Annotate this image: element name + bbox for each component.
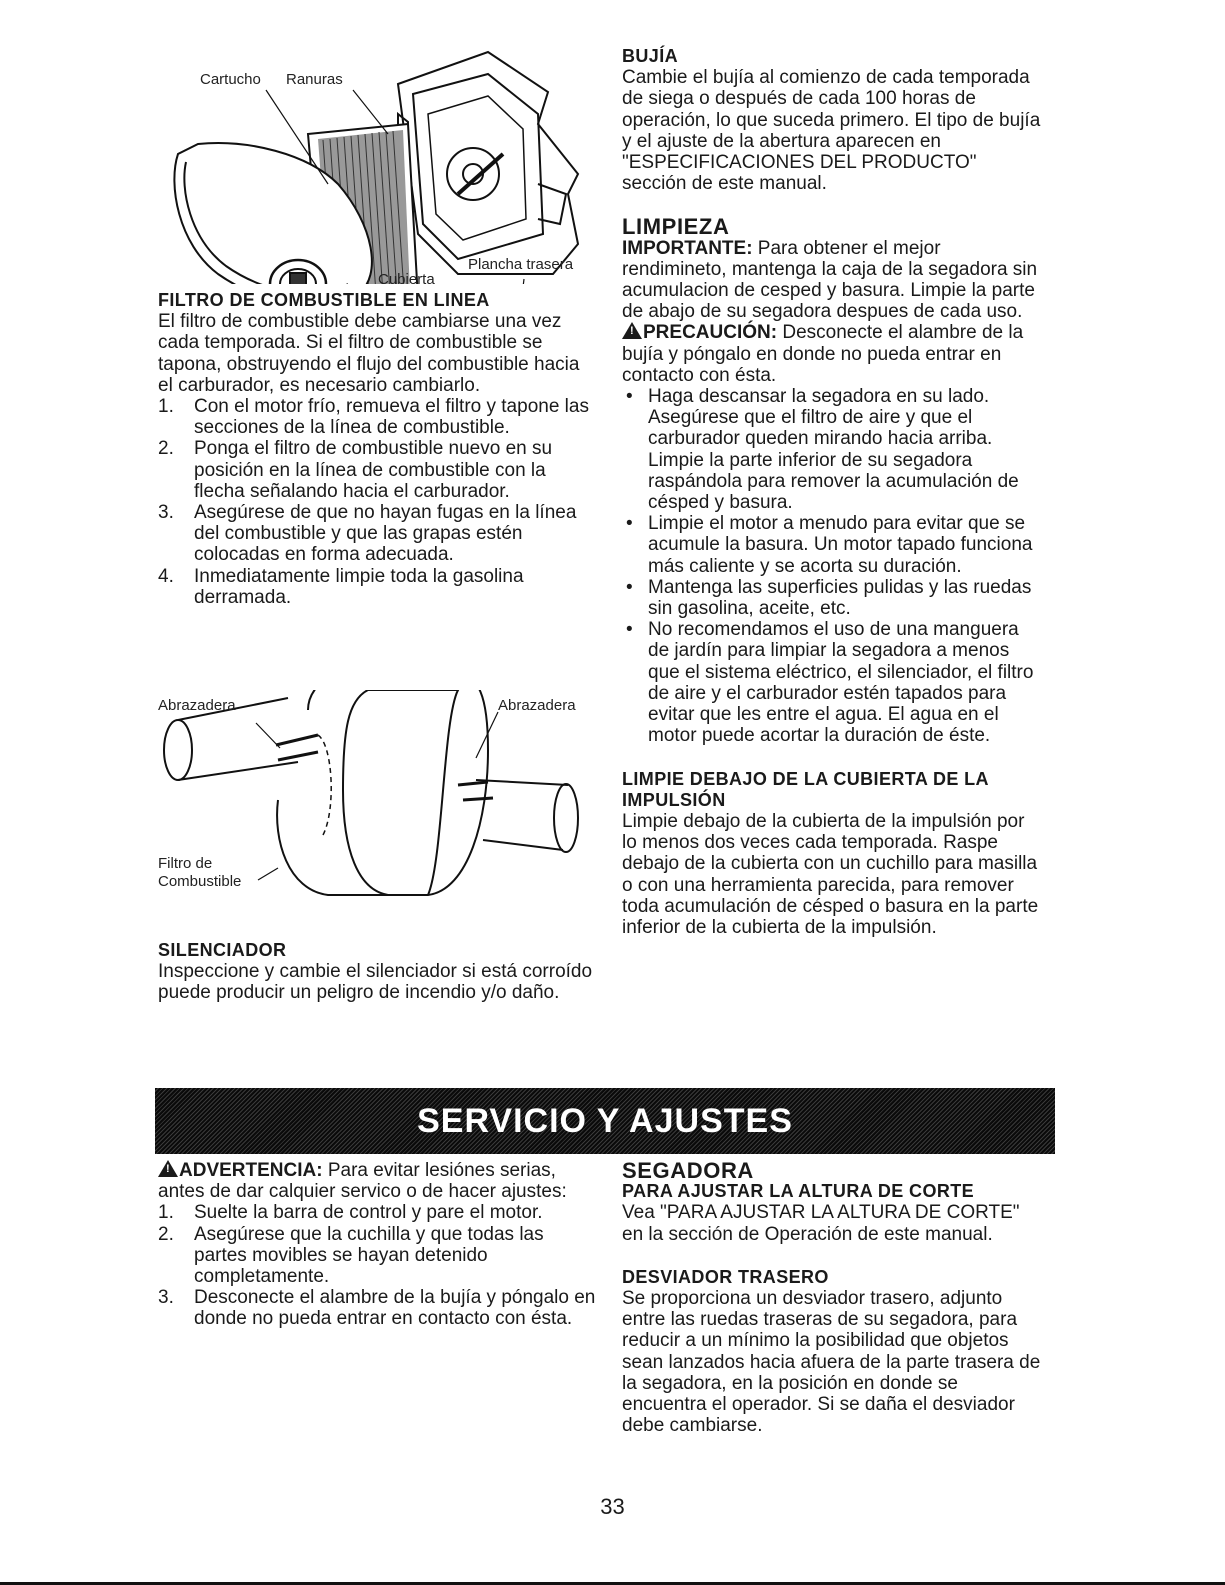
list-item	[158, 396, 598, 438]
bullet-icon: •	[626, 513, 633, 535]
caution-label: PRECAUCIÓN:	[643, 322, 778, 344]
label-abrazadera-left: Abrazadera	[158, 697, 236, 714]
bullet-icon: •	[626, 619, 633, 641]
list-item	[622, 386, 1042, 513]
muffler-body: Inspeccione y cambie el silenciador si está corroído puede producir un peligro de incendio y/o daño.	[158, 961, 593, 1004]
label-abrazadera-right: Abrazadera	[498, 697, 576, 714]
fuel-filter-leader-lines	[256, 712, 498, 880]
warning-triangle-icon: !	[158, 1160, 178, 1177]
label-cubierta: Cubierta	[378, 271, 435, 284]
list-item	[158, 1202, 598, 1223]
cleaning-caution	[622, 322, 1042, 386]
list-item	[622, 619, 1042, 746]
fuel-filter-title: FILTRO DE COMBUSTIBLE EN LINEA	[158, 290, 490, 310]
important-text: Para obtener el mejor rendimineto, mantenga la caja de la segadora sin acumulacion de cesped y basura. Limpie la parte de abajo de su segadora despues de cada uso.	[622, 237, 1038, 323]
step-number: 2.	[158, 1223, 174, 1245]
step-text: Asegúrese que la cuchilla y que todas las partes movibles se hayan detenido completamente.	[194, 1223, 544, 1288]
step-text: Suelte la barra de control y pare el motor.	[194, 1202, 543, 1224]
cut-height-title: PARA AJUSTAR LA ALTURA DE CORTE	[622, 1181, 975, 1202]
bullet-text: Limpie el motor a menudo para evitar que se acumule la basura. Un motor tapado funciona más caliente y se acorta su duración.	[648, 513, 1033, 577]
step-number: 2.	[158, 438, 174, 460]
list-item	[158, 1287, 598, 1329]
label-filtro-de: Filtro de	[158, 855, 213, 872]
step-number: 3.	[158, 1287, 174, 1309]
deflector-title: DESVIADOR TRASERO	[622, 1266, 829, 1287]
warning-triangle-icon: !	[622, 322, 642, 339]
spark-plug-title: BUJÍA	[622, 46, 679, 66]
bullet-text: Haga descansar la segadora en su lado. Asegúrese que el filtro de aire y que el carburador queden mirando hacia arriba. Limpie la parte inferior de su segadora raspándola para remover la acumulación de césped y basura.	[648, 386, 1019, 514]
cleaning-important	[622, 238, 1042, 323]
page-number: 33	[600, 1494, 625, 1519]
step-text: Ponga el filtro de combustible nuevo en su posición en la línea de combustible con la flecha señalando hacia el carburador.	[194, 438, 553, 502]
bullet-text: No recomendamos el uso de una manguera de jardín para limpiar la segadora a menos que el sistema eléctrico, el silenciador, el filtro de aire y el carburador estén tapados para evitar que les entre el agua. El agua en el motor puede acortar la duración de éste.	[648, 619, 1034, 747]
right-top-column	[622, 46, 1042, 938]
list-item	[622, 577, 1042, 619]
bullet-icon: •	[626, 386, 633, 408]
step-number: 4.	[158, 565, 174, 587]
cleaning-bullets	[622, 386, 1042, 746]
step-number: 3.	[158, 502, 174, 524]
label-plancha-trasera: Plancha trasera	[468, 256, 574, 273]
fuel-filter-steps	[158, 396, 598, 608]
warning-label: ADVERTENCIA:	[179, 1160, 323, 1181]
bullet-icon: •	[626, 576, 633, 598]
fuel-filter-diagram	[158, 690, 598, 905]
label-cartucho: Cartucho	[200, 71, 261, 88]
warning-steps	[158, 1202, 598, 1329]
cleaning-title: LIMPIEZA	[622, 214, 730, 240]
warning-text: Para evitar lesiónes serias, antes de dar calquier servico o de hacer ajustes:	[158, 1160, 567, 1203]
spacer	[622, 747, 1042, 769]
muffler-title: SILENCIADOR	[158, 940, 287, 960]
step-text: Con el motor frío, remueva el filtro y tapone las secciones de la línea de combustible.	[194, 396, 589, 439]
spark-plug-body: Cambie el bujía al comienzo de cada temporada de siega o después de cada 100 horas de operación, lo que suceda primero. El tipo de bujía y el ajuste de la abertura aparecen en "ESPECIFICACIONES DEL PRODUCTO" sección de este manual.	[622, 67, 1041, 195]
fuel-filter-section	[158, 290, 598, 608]
list-item	[158, 438, 598, 502]
label-combustible: Combustible	[158, 873, 242, 890]
banner-title: SERVICIO Y AJUSTES	[417, 1101, 793, 1140]
back-plate-drawing	[398, 52, 578, 274]
mower-section	[622, 1160, 1042, 1436]
under-deck-title: LIMPIE DEBAJO DE LA CUBIERTA DE LA IMPULSIÓN	[622, 768, 989, 810]
step-text: Asegúrese de que no hayan fugas en la línea del combustible y que las grapas estén colocadas en forma adecuada.	[194, 502, 577, 566]
step-text: Inmediatamente limpie toda la gasolina derramada.	[194, 565, 524, 608]
warning-intro	[158, 1160, 598, 1202]
air-filter-diagram	[158, 44, 598, 284]
spacer	[622, 194, 1042, 216]
list-item	[158, 502, 598, 566]
under-deck-body: Limpie debajo de la cubierta de la impulsión por lo menos dos veces cada temporada. Raspe debajo de la cubierta con un cuchillo para masilla o con una herramienta parecida, para remover toda acumulación de césped o basura en la parte inferior de la cubierta de la impulsión.	[622, 810, 1039, 938]
section-banner	[155, 1088, 1055, 1154]
muffler-section	[158, 940, 598, 1004]
step-text: Desconecte el alambre de la bujía y póngalo en donde no pueda entrar en contacto con ésta.	[194, 1287, 596, 1330]
list-item	[158, 566, 598, 608]
step-number: 1.	[158, 396, 174, 418]
important-label: IMPORTANTE:	[622, 237, 753, 259]
fuel-filter-drawing	[164, 690, 578, 895]
label-ranuras: Ranuras	[286, 71, 343, 88]
list-item	[158, 1224, 598, 1288]
bullet-text: Mantenga las superficies pulidas y las ruedas sin gasolina, aceite, etc.	[648, 576, 1032, 620]
mower-title: SEGADORA	[622, 1158, 754, 1183]
deflector-body: Se proporciona un desviador trasero, adjunto entre las ruedas traseras de su segadora, para reducir a un mínimo la posibilidad que objetos sean lanzados hacia afuera de la parte trasera de la segadora, en la posición en donde se encuentra el operador. Si se daña el desviador debe cambiarse.	[622, 1288, 1041, 1437]
list-item	[622, 513, 1042, 577]
fuel-filter-intro: El filtro de combustible debe cambiarse una vez cada temporada. Si el filtro de combustible se tapona, obstruyendo el flujo del combustible hacia el carburador, es necesario cambiarlo.	[158, 311, 580, 396]
step-number: 1.	[158, 1202, 174, 1224]
warning-section	[158, 1160, 598, 1330]
caution-text: Desconecte el alambre de la bujía y póngalo en donde no pueda entrar en contacto con ésta.	[622, 322, 1024, 386]
spacer	[622, 1245, 1042, 1267]
cut-height-body: Vea "PARA AJUSTAR LA ALTURA DE CORTE" en la sección de Operación de este manual.	[622, 1202, 1020, 1245]
